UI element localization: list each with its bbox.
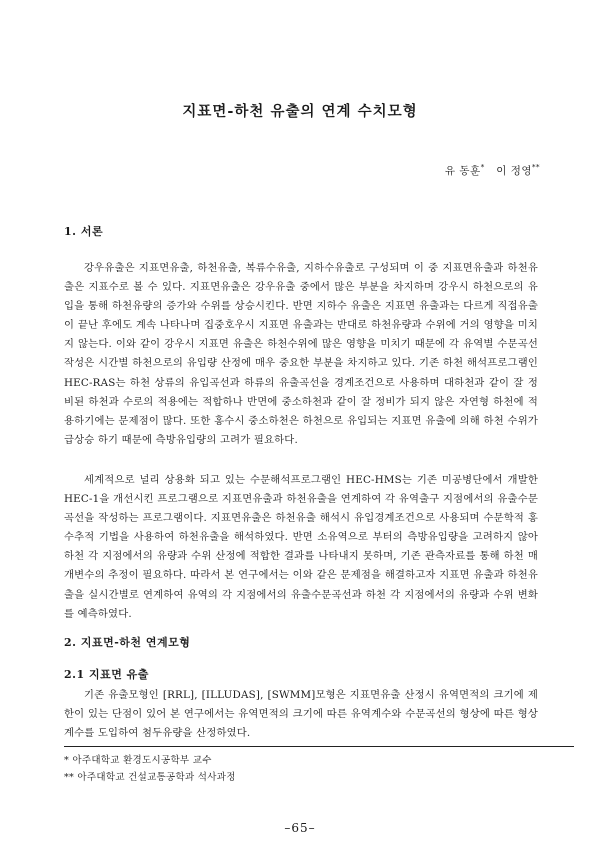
author-line (445, 163, 540, 178)
section-heading-introduction: 1. 서론 (64, 225, 104, 238)
body-paragraph (64, 686, 538, 743)
paper-title: 지표면-하천 유출의 연계 수치모형 (182, 103, 418, 120)
footnote: ** 아주대학교 건설교통공학과 석사과정 (64, 772, 236, 783)
body-paragraph (64, 471, 538, 624)
author-name: 유 동훈 (444, 165, 481, 177)
paragraph-text: 세계적으로 널리 상용화 되고 있는 수문해석프로그램인 HEC-HMS는 기존 미공병단에서 개발한 HEC-1을 개선시킨 프로그램으로 지표면유출과 하천유출을 연계하여 각 유역출구 지점에서의 유출수문곡선을 작성하는 프로그램이다. 지표면유출은 하천유출 해석시 유입경계조건으로 사용되며 수문학적 홍수추적 기법을 사용하여 하천유출을 해석하였다. 반면 소유역으로 부터의 측방유입량을 고려하지 않아 하천 각 지점에서의 유량과 수위 산정에 적합한 결과를 나타내지 못하며, 기존 관측자료를 통해 하천 매개변수의 추정이 필요하다. 따라서 본 연구에서는 이와 같은 문제점을 해결하고자 지표면 유출과 하천유출을 실시간별로 연계하여 유역의 각 지점에서의 유출수문곡선과 하천 각 지점에서의 유량과 수위 변화를 예측하였다. (64, 474, 538, 620)
body-paragraph (64, 259, 538, 450)
author-name: 이 정영 (496, 165, 532, 177)
footnote-divider (64, 746, 574, 747)
footnote: * 아주대학교 환경도시공학부 교수 (64, 755, 212, 766)
author-affiliation-mark: ** (532, 163, 540, 172)
paragraph-text: 강우유출은 지표면유출, 하천유출, 복류수유출, 지하수유출로 구성되며 이 중 지표면유출과 하천유출은 지표수로 볼 수 있다. 지표면유출은 강우유출 중에서 많은 부분을 차지하며 강우시 하천으로의 유입을 통해 하천유량의 증가와 수위를 상승시킨다. 반면 지하수 유출은 지표면 유출과는 다르게 직접유출이 끝난 후에도 계속 나타나며 집중호우시 지표면 유출과는 반대로 하천유량과 수위에 거의 영향을 미치지 않는다. 이와 같이 강우시 지표면 유출은 하천수위에 많은 영향을 미치기 때문에 각 유역별 수문곡선 작성은 시간별 하천으로의 유입량 산정에 매우 중요한 부분을 차지하고 있다. 기존 하천 해석프로그램인 HEC-RAS는 하천 상류의 유입곡선과 하류의 유출곡선을 경계조건으로 사용하며 대하천과 같이 잘 정비된 하천과 수로의 적용에는 적합하나 반면에 중소하천과 같이 잘 정비가 되지 않은 자연형 하천에 적용하기에는 문제점이 많다. 또한 홍수시 중소하천은 하천으로 유입되는 지표면 유출에 의해 하천 수위가 급상승 하기 때문에 측방유입량의 고려가 필요하다. (64, 262, 538, 446)
section-heading-coupled-model: 2. 지표면-하천 연계모형 (64, 636, 191, 649)
subsection-heading-surface-runoff: 2.1 지표면 유출 (64, 668, 149, 681)
author-affiliation-mark: * (480, 163, 485, 172)
paragraph-text: 기존 유출모형인 [RRL], [ILLUDAS], [SWMM]모형은 지표면유출 산정시 유역면적의 크기에 제한이 있는 단점이 있어 본 연구에서는 유역면적의 크기에 따른 유역계수와 수문곡선의 형상에 따른 형상계수를 도입하여 첨두유량을 산정하였다. (64, 689, 538, 740)
page-number: –65– (284, 821, 316, 835)
